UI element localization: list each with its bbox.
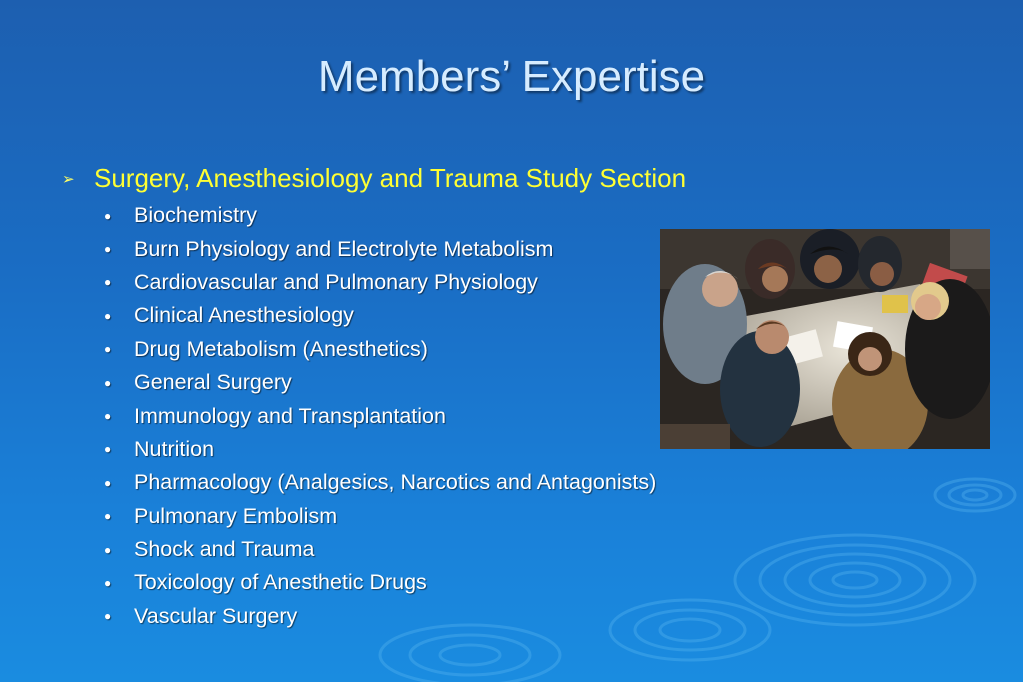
list-item [104, 366, 656, 399]
list-item-label: Biochemistry [134, 203, 258, 228]
bullet-icon: ● [104, 409, 112, 424]
section-heading-row [62, 163, 686, 194]
list-item [104, 466, 656, 499]
list-item [104, 333, 656, 366]
list-item [104, 199, 656, 232]
list-item [104, 500, 656, 533]
bullet-icon: ● [104, 442, 112, 457]
list-item-label: Vascular Surgery [134, 603, 298, 628]
list-item-label: Drug Metabolism (Anesthetics) [134, 336, 428, 361]
section-heading: Surgery, Anesthesiology and Trauma Study Section [94, 163, 687, 193]
expertise-list [104, 199, 656, 633]
list-item-label: General Surgery [134, 370, 292, 395]
list-item [104, 600, 656, 633]
team-meeting-illustration [660, 229, 990, 449]
list-item-label: Cardiovascular and Pulmonary Physiology [134, 269, 538, 294]
bullet-icon: ● [104, 275, 112, 290]
bullet-icon: ● [104, 509, 112, 524]
list-item-label: Immunology and Transplantation [134, 403, 446, 428]
bullet-icon: ● [104, 542, 112, 557]
list-item-label: Clinical Anesthesiology [134, 303, 354, 328]
list-item [104, 433, 656, 466]
list-item-label: Toxicology of Anesthetic Drugs [134, 570, 427, 595]
list-item [104, 533, 656, 566]
bullet-icon: ● [104, 575, 112, 590]
list-item [104, 299, 656, 332]
bullet-icon: ● [104, 342, 112, 357]
list-item-label: Nutrition [134, 436, 215, 461]
list-item [104, 566, 656, 599]
slide-title: Members’ Expertise [317, 52, 706, 101]
team-meeting-photo [660, 229, 990, 449]
list-item [104, 266, 656, 299]
bullet-icon: ● [104, 475, 112, 490]
bullet-icon: ● [104, 308, 112, 323]
arrow-bullet-icon: ➢ [62, 170, 75, 188]
list-item-label: Shock and Trauma [134, 537, 315, 562]
bullet-icon: ● [104, 208, 112, 223]
list-item [104, 232, 656, 265]
list-item-label: Pharmacology (Analgesics, Narcotics and Antagonists) [134, 470, 657, 495]
list-item-label: Burn Physiology and Electrolyte Metabolism [134, 236, 554, 261]
bullet-icon: ● [104, 375, 112, 390]
bullet-icon: ● [104, 609, 112, 624]
list-item-label: Pulmonary Embolism [134, 503, 338, 528]
list-item [104, 399, 656, 432]
bullet-icon: ● [104, 242, 112, 257]
